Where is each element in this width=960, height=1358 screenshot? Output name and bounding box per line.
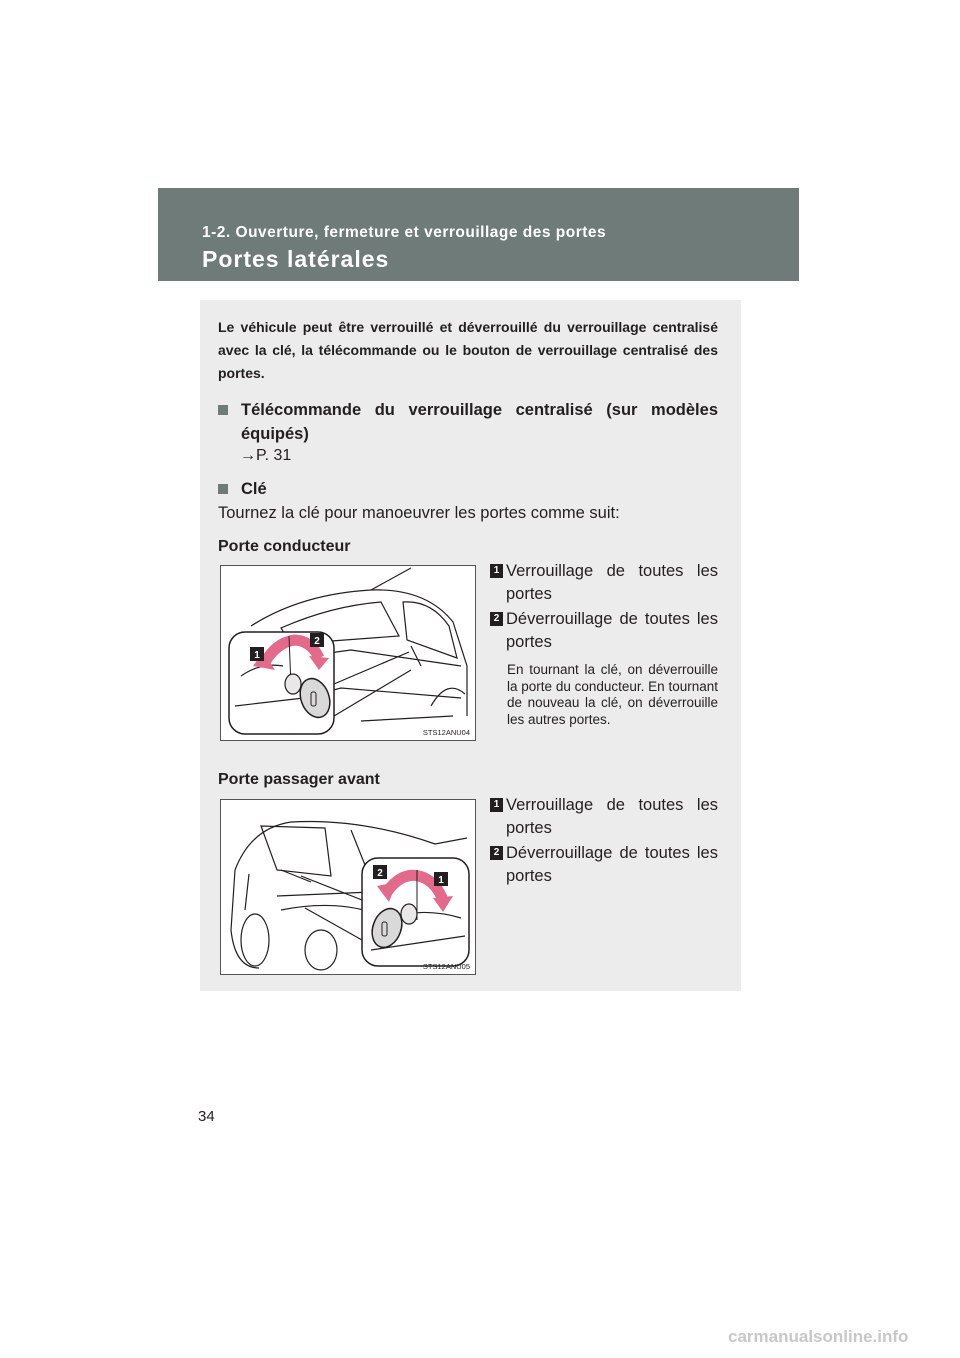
badge-label: 1 — [254, 650, 260, 661]
passenger-step-1: 1 Verrouillage de toutes les portes — [490, 794, 718, 840]
driver-note: En tournant la clé, on déverrouille la porte du conducteur. En tournant de nouveau la clé, on déverrouille les autres portes. — [507, 662, 718, 727]
section-header — [158, 188, 799, 281]
watermark: carmanualsonline.info — [728, 1327, 909, 1346]
key-heading: Clé — [218, 477, 718, 501]
passenger-car-drawing — [221, 800, 475, 974]
driver-door-illustration — [220, 565, 476, 741]
driver-car-drawing — [221, 566, 475, 740]
step-number-badge: 1 — [490, 564, 503, 578]
step-number-badge: 1 — [490, 798, 503, 812]
key-instruction: Tournez la clé pour manoeuvrer les portes comme suit: — [218, 504, 620, 522]
intro-paragraph: Le véhicule peut être verrouillé et déverrouillé du verrouillage centralisé avec la clé, la télécommande ou le bouton de verrouillage centralisé des portes. — [218, 319, 718, 381]
passenger-step-2: 2 Déverrouillage de toutes les portes — [490, 842, 718, 888]
page-reference — [240, 447, 291, 465]
content-panel — [200, 300, 741, 991]
passenger-door-illustration — [220, 799, 476, 975]
badge-label: 2 — [377, 868, 383, 879]
step-number-badge: 2 — [490, 846, 503, 860]
step-number-badge: 2 — [490, 612, 503, 626]
page-number: 34 — [198, 1108, 215, 1125]
figure-code: STS12ANU05 — [422, 962, 470, 971]
figure-code: STS12ANU04 — [422, 728, 470, 737]
section-title: 1-2. Ouverture, fermeture et verrouillage des portes — [202, 224, 607, 241]
passenger-door-heading: Porte passager avant — [218, 771, 380, 788]
square-bullet-icon — [218, 405, 228, 415]
driver-step-1: 1 Verrouillage de toutes les portes — [490, 560, 718, 606]
square-bullet-icon — [218, 484, 228, 494]
badge-label: 1 — [438, 875, 444, 886]
reference-link[interactable]: P. 31 — [256, 447, 292, 464]
driver-step-2: 2 Déverrouillage de toutes les portes — [490, 608, 718, 654]
arrow-right-icon: → — [240, 447, 256, 464]
page-title: Portes latérales — [202, 246, 390, 272]
badge-label: 2 — [314, 636, 320, 647]
remote-heading: Télécommande du verrouillage centralisé (sur modèles équipés) — [218, 398, 718, 446]
driver-door-heading: Porte conducteur — [218, 538, 351, 555]
